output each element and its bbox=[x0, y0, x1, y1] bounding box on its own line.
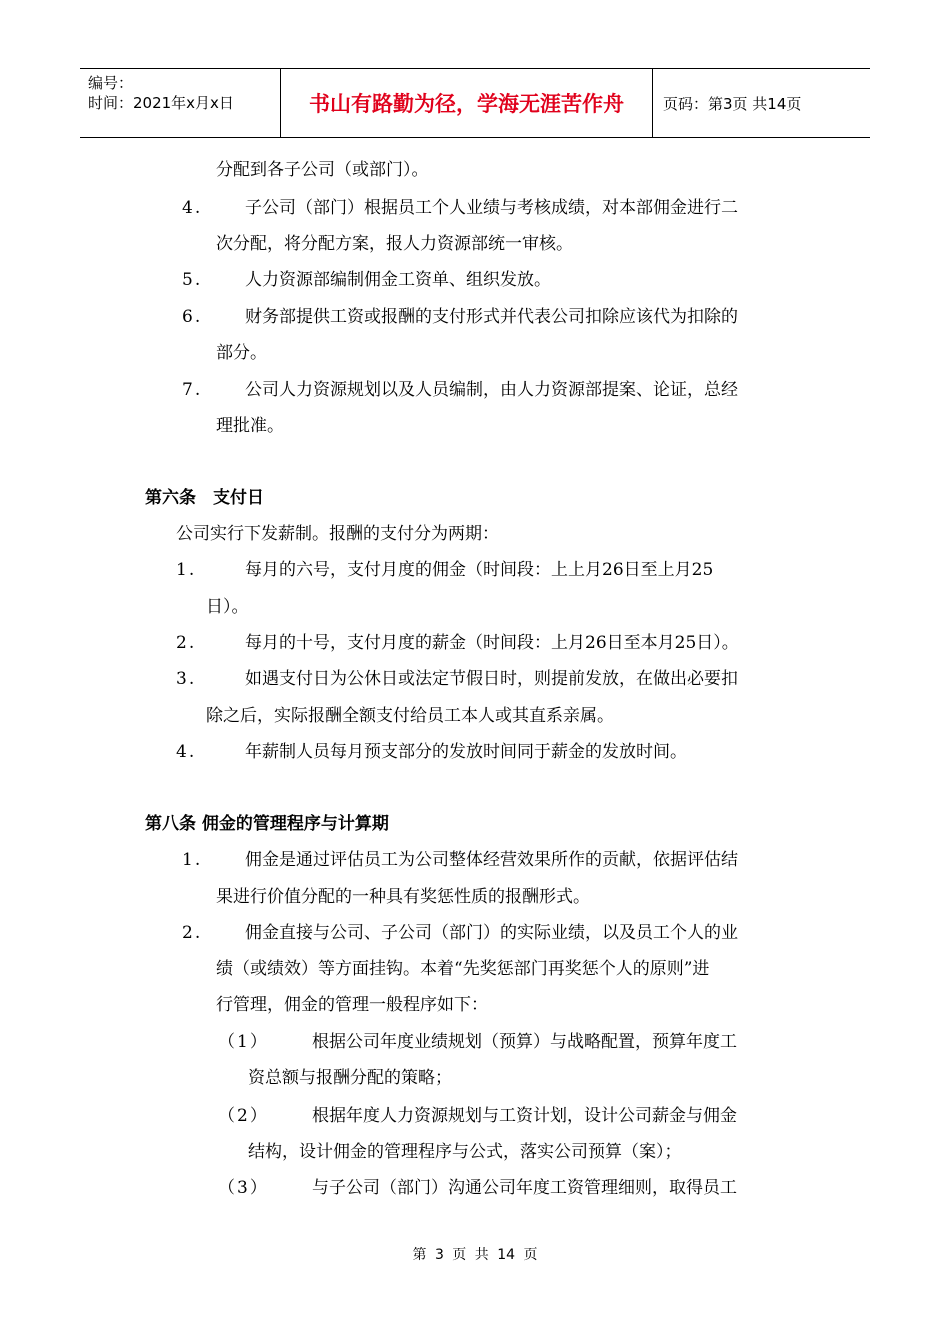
body-line: 佣金直接与公司、子公司（部门）的实际业绩，以及员工个人的业 bbox=[245, 923, 738, 943]
section-heading: 第八条 佣金的管理程序与计算期 bbox=[145, 814, 389, 834]
date-label: 时间：2021年x月x日 bbox=[88, 94, 234, 112]
item-number: 2. bbox=[176, 633, 197, 653]
item-number: 4. bbox=[176, 742, 197, 762]
body-line: 财务部提供工资或报酬的支付形式并代表公司扣除应该代为扣除的 bbox=[245, 307, 738, 327]
header-page-info: 页码：第3页 共14页 bbox=[663, 94, 802, 113]
header-motto: 书山有路勤为径，学海无涯苦作舟 bbox=[281, 69, 653, 137]
body-line: 分配到各子公司（或部门）。 bbox=[216, 160, 429, 180]
body-line: 公司实行下发薪制。报酬的支付分为两期： bbox=[176, 524, 499, 544]
body-line: 人力资源部编制佣金工资单、组织发放。 bbox=[245, 270, 551, 290]
body-line: 根据公司年度业绩规划（预算）与战略配置，预算年度工 bbox=[312, 1032, 737, 1052]
body-line: 子公司（部门）根据员工个人业绩与考核成绩，对本部佣金进行二 bbox=[245, 198, 738, 218]
body-line: 如遇支付日为公休日或法定节假日时，则提前发放，在做出必要扣 bbox=[245, 669, 738, 689]
header-meta bbox=[80, 69, 281, 137]
item-number: 1. bbox=[176, 560, 197, 580]
subitem-number: （3） bbox=[218, 1178, 269, 1198]
number-label: 编号： bbox=[88, 74, 134, 92]
body-line: 次分配，将分配方案，报人力资源部统一审核。 bbox=[216, 234, 573, 254]
item-number: 7. bbox=[182, 380, 203, 400]
body-line: 日）。 bbox=[206, 597, 249, 617]
subitem-number: （2） bbox=[218, 1106, 269, 1126]
page-footer: 第 3 页 共 14 页 bbox=[412, 1247, 538, 1263]
body-line: 绩（或绩效）等方面挂钩。本着“先奖惩部门再奖惩个人的原则”进 bbox=[216, 959, 710, 979]
body-line: 结构，设计佣金的管理程序与公式，落实公司预算（案）； bbox=[248, 1142, 682, 1162]
item-number: 3. bbox=[176, 669, 197, 689]
body-line: 根据年度人力资源规划与工资计划，设计公司薪金与佣金 bbox=[312, 1106, 737, 1126]
body-line: 资总额与报酬分配的策略； bbox=[248, 1068, 452, 1088]
body-line: 每月的十号，支付月度的薪金（时间段：上月26日至本月25日）。 bbox=[245, 633, 739, 653]
body-line: 理批准。 bbox=[216, 416, 284, 436]
document-header bbox=[80, 68, 870, 138]
body-line: 年薪制人员每月预支部分的发放时间同于薪金的发放时间。 bbox=[245, 742, 687, 762]
body-line: 与子公司（部门）沟通公司年度工资管理细则，取得员工 bbox=[312, 1178, 737, 1198]
body-line: 除之后，实际报酬全额支付给员工本人或其直系亲属。 bbox=[206, 706, 614, 726]
body-line: 佣金是通过评估员工为公司整体经营效果所作的贡献，依据评估结 bbox=[245, 850, 738, 870]
item-number: 2. bbox=[182, 923, 203, 943]
body-line: 果进行价值分配的一种具有奖惩性质的报酬形式。 bbox=[216, 887, 590, 907]
body-line: 部分。 bbox=[216, 343, 267, 363]
item-number: 4. bbox=[182, 198, 203, 218]
body-line: 公司人力资源规划以及人员编制，由人力资源部提案、论证，总经 bbox=[245, 380, 738, 400]
item-number: 6. bbox=[182, 307, 203, 327]
item-number: 5. bbox=[182, 270, 203, 290]
subitem-number: （1） bbox=[218, 1032, 269, 1052]
body-line: 每月的六号，支付月度的佣金（时间段：上上月26日至上月25 bbox=[245, 560, 714, 580]
section-heading: 第六条 支付日 bbox=[145, 488, 264, 508]
item-number: 1. bbox=[182, 850, 203, 870]
body-line: 行管理，佣金的管理一般程序如下： bbox=[216, 995, 488, 1015]
